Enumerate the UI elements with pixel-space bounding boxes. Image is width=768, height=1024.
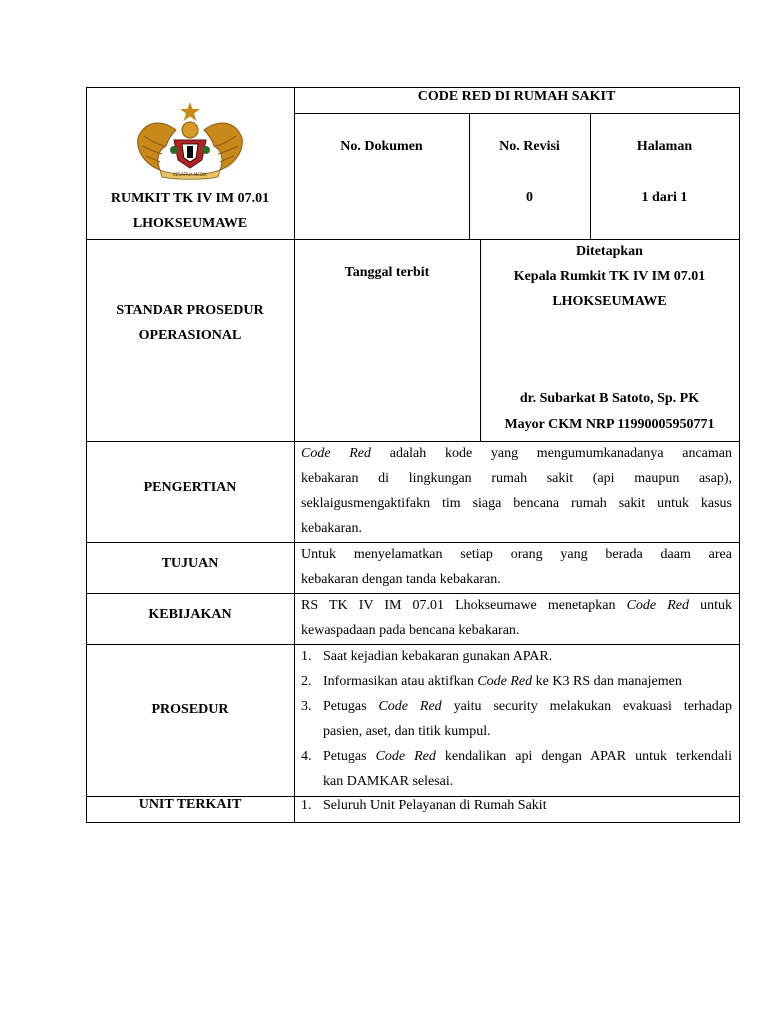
hospital-name <box>86 186 294 236</box>
kepala-line2: LHOKSEUMAWE <box>552 294 667 309</box>
list-item: 1. Saat kejadian kebakaran gunakan APAR. <box>301 649 553 664</box>
code-red-term: Code Red <box>378 699 442 714</box>
halaman-label: Halaman <box>636 139 693 154</box>
kebijakan-text <box>301 593 732 643</box>
kepala-line1: Kepala Rumkit TK IV IM 07.01 <box>513 269 706 284</box>
header-divider-1 <box>469 113 470 239</box>
pengertian-line1: Code Red adalah kode yang mengumumkanadanya ancaman <box>301 446 732 461</box>
hospital-logo <box>130 100 250 180</box>
pengertian-line4: kebakaran. <box>301 521 363 536</box>
hospital-name-line1: RUMKIT TK IV IM 07.01 <box>110 191 270 206</box>
pengertian-label: PENGERTIAN <box>143 480 237 495</box>
svg-text:KESATRIA MEDIK: KESATRIA MEDIK <box>173 172 207 177</box>
table-border-bottom <box>86 822 740 823</box>
ditetapkan-block <box>480 239 739 314</box>
signer-name: dr. Subarkat B Satoto, Sp. PK <box>519 391 700 406</box>
prosedur-label: PROSEDUR <box>151 702 229 717</box>
pengertian-line3: seklaigusmengaktifakn tim siaga bencana rumah sakit untuk kasus <box>301 496 732 511</box>
header-divider-2 <box>590 113 591 239</box>
kebijakan-label: KEBIJAKAN <box>148 607 232 622</box>
hospital-name-line2: LHOKSEUMAWE <box>132 216 248 231</box>
sop-title-line2: OPERASIONAL <box>138 328 242 343</box>
signer-rank: Mayor CKM NRP 11990005950771 <box>504 417 715 432</box>
prosedur-list <box>301 644 732 794</box>
no-dokumen-label: No. Dokumen <box>340 139 423 154</box>
list-item: 3. Petugas Code Red yaitu security melakukan evakuasi terhadap pasien, aset, dan titik kumpul. <box>301 699 733 739</box>
tujuan-label: TUJUAN <box>161 556 219 571</box>
pengertian-line2: kebakaran di lingkungan rumah sakit (api maupun asap), <box>301 471 732 486</box>
ditetapkan-label: Ditetapkan <box>576 244 643 259</box>
tujuan-line1: Untuk menyelamatkan setiap orang yang berada daam area <box>301 547 732 562</box>
tujuan-line2: kebakaran dengan tanda kebakaran. <box>301 572 501 587</box>
eagle-emblem-icon <box>130 100 250 180</box>
list-item: 2. Informasikan atau aktifkan Code Red ke K3 RS dan manajemen <box>301 674 682 689</box>
no-revisi-value: 0 <box>526 190 533 205</box>
document-title: CODE RED DI RUMAH SAKIT <box>417 89 616 104</box>
column-divider <box>294 87 295 823</box>
pengertian-text <box>301 441 732 541</box>
kebijakan-line1: RS TK IV IM 07.01 Lhokseumawe menetapkan Code Red untuk <box>301 598 732 613</box>
signer-block <box>480 386 739 438</box>
title-row-divider <box>294 113 740 114</box>
no-revisi-label: No. Revisi <box>499 139 560 154</box>
tanggal-terbit-label: Tanggal terbit <box>344 265 430 280</box>
sop-title-line1: STANDAR PROSEDUR <box>116 303 264 318</box>
kebijakan-line2: kewaspadaan pada bencana kebakaran. <box>301 623 520 638</box>
halaman-value: 1 dari 1 <box>641 190 688 205</box>
tujuan-text <box>301 542 732 592</box>
code-red-term: Code Red <box>375 749 436 764</box>
unit-terkait-label: UNIT TERKAIT <box>138 797 242 812</box>
sop-title <box>86 298 294 348</box>
table-border-right <box>739 87 740 823</box>
list-item: 1. Seluruh Unit Pelayanan di Rumah Sakit <box>301 798 547 813</box>
list-item: 4. Petugas Code Red kendalikan api dengan APAR untuk terkendali kan DAMKAR selesai. <box>301 749 732 789</box>
code-red-term: Code Red <box>477 674 533 689</box>
unit-terkait-list <box>301 796 732 816</box>
code-red-term: Code Red <box>301 446 372 461</box>
code-red-term: Code Red <box>626 598 690 613</box>
